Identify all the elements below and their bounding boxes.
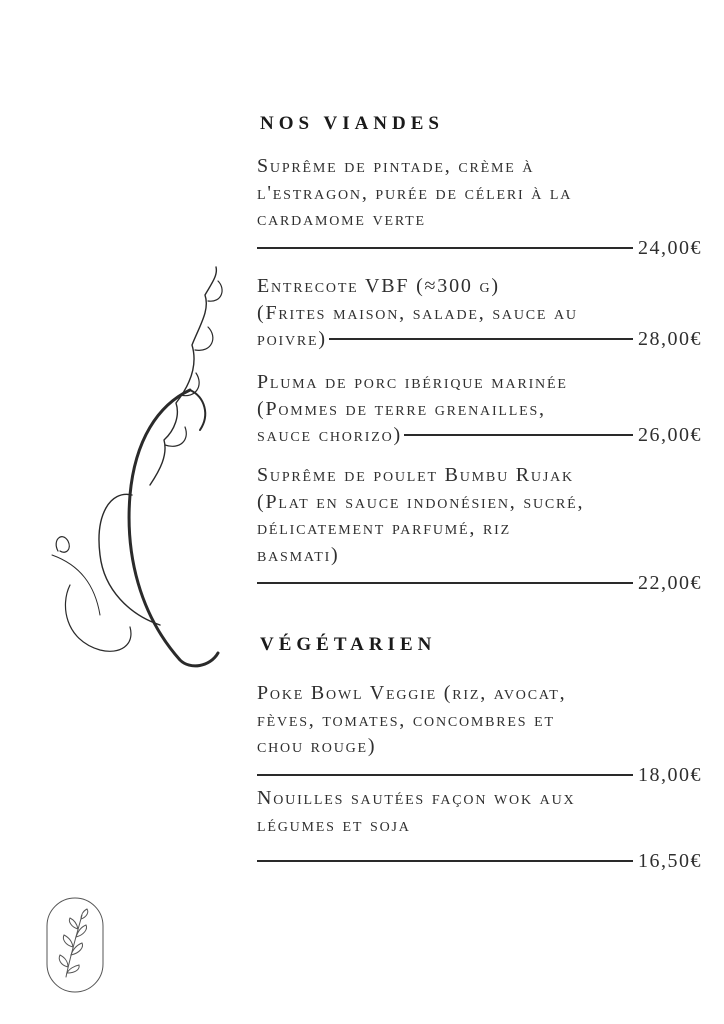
dot-leader [257,582,633,584]
item-desc-line: Poke Bowl Veggie (riz, avocat, [257,682,567,704]
item-desc-line: Suprême de pintade, crème à [257,155,535,177]
dot-leader [257,247,633,249]
item-price: 28,00€ [638,328,702,350]
signature-logo [40,255,230,675]
item-desc-line: fèves, tomates, concombres et [257,708,555,731]
menu-item [257,785,702,875]
menu-item [257,680,702,788]
item-desc-line: Entrecote VBF (≈300 g) [257,275,500,297]
item-desc-line: légumes et soja [257,813,411,836]
dot-leader [404,434,633,436]
item-desc-line: poivre) [257,328,327,350]
item-price: 16,50€ [638,850,702,872]
item-price: 26,00€ [638,424,702,446]
item-price: 18,00€ [638,763,702,786]
olive-branch-icon [46,897,104,993]
item-desc-line: basmati) [257,543,340,566]
item-desc-line: l'estragon, purée de céleri à la [257,181,573,204]
dot-leader [257,774,633,776]
dot-leader [257,860,633,862]
dot-leader [329,338,633,340]
item-desc-line: (Pommes de terre grenailles, [257,397,546,420]
price-row [257,422,702,449]
price-row [257,235,702,262]
menu-item [257,273,702,353]
item-desc-line: délicatement parfumé, riz [257,517,511,539]
item-desc-line: (Plat en sauce indonésien, sucré, [257,490,585,513]
section-title-vegetarien: VÉGÉTARIEN [260,634,437,655]
menu-item [257,153,702,261]
price-row [257,326,702,353]
item-desc-line: (Frites maison, salade, sauce au [257,301,578,324]
item-desc-line: Suprême de poulet Bumbu Rujak [257,464,574,486]
item-desc-line: cardamome verte [257,208,426,230]
price-row [257,570,702,597]
item-desc-line: Pluma de porc ibérique marinée [257,371,568,393]
menu-item [257,462,702,597]
section-title-nos-viandes: NOS VIANDES [260,113,444,134]
menu-item [257,369,702,449]
item-desc-line: sauce chorizo) [257,424,402,446]
item-desc-line: Nouilles sautées façon wok aux [257,787,576,809]
price-row [257,848,702,875]
item-price: 24,00€ [638,236,702,259]
item-desc-line: chou rouge) [257,735,377,757]
item-price: 22,00€ [638,572,702,594]
